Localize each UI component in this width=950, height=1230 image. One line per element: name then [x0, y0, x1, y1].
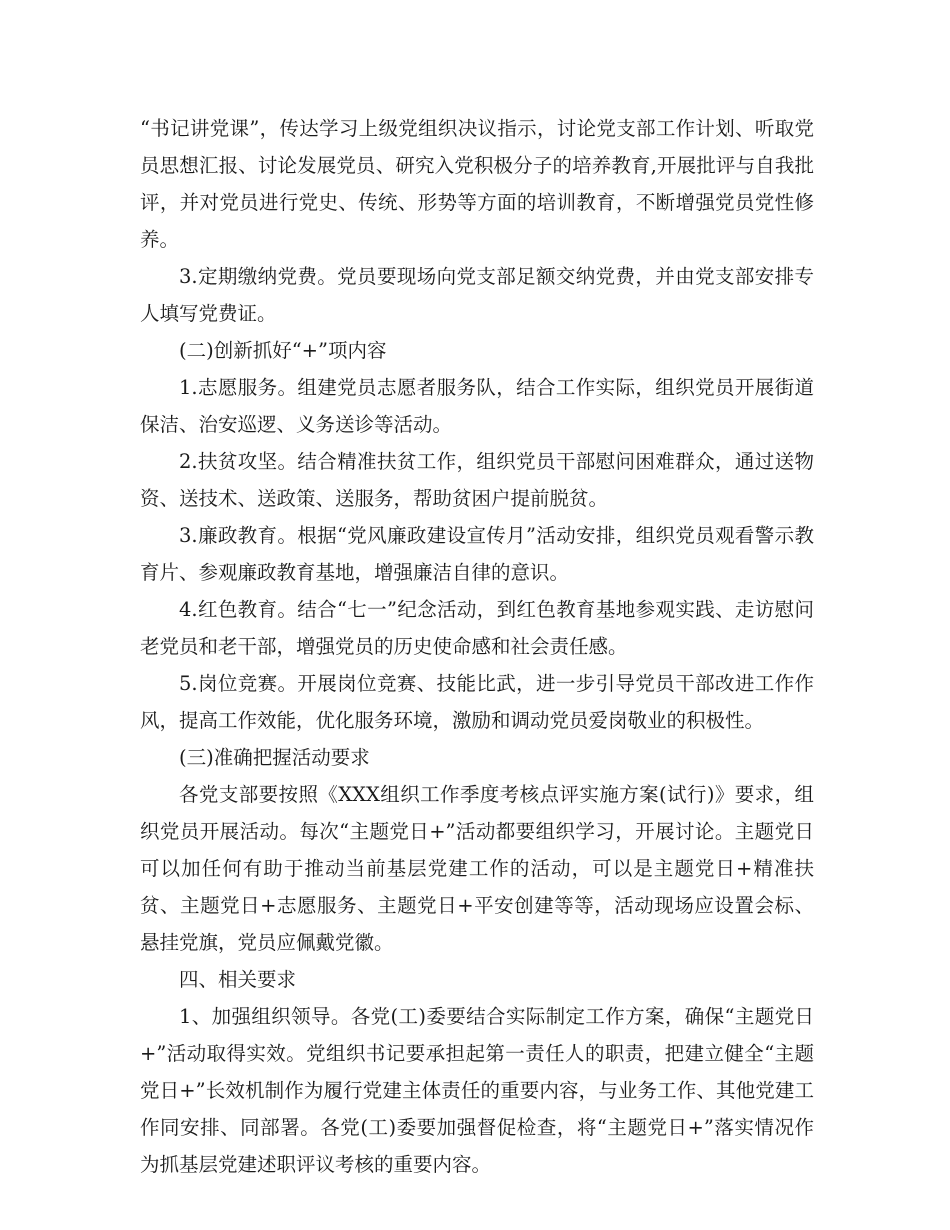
paragraph-red-education: 4.红色教育。结合“七一”纪念活动，到红色教育基地参观实践、走访慰问老党员和老干部，增强党员的历史使命感和社会责任感。: [140, 598, 814, 658]
paragraph-job-competition: 5.岗位竞赛。开展岗位竞赛、技能比武，进一步引导党员干部改进工作作风，提高工作效能，优化服务环境，激励和调动党员爱岗敬业的积极性。: [140, 672, 814, 732]
paragraph-poverty-alleviation: 2.扶贫攻坚。结合精准扶贫工作，组织党员干部慰问困难群众，通过送物资、送技术、送政策、送服务，帮助贫困户提前脱贫。: [140, 450, 814, 510]
section-heading-related-requirements: 四、相关要求: [179, 968, 297, 991]
paragraph-integrity-education: 3.廉政教育。根据“党风廉政建设宣传月”活动安排，组织党员观看警示教育片、参观廉政教育基地，增强廉洁自律的意识。: [140, 524, 814, 584]
section-heading-activity-requirements: (三)准确把握活动要求: [179, 746, 370, 769]
paragraph-organizational-leadership: 1、加强组织领导。各党(工)委要结合实际制定工作方案，确保“主题党日+”活动取得实效。党组织书记要承担起第一责任人的职责，把建立健全“主题党日+”长效机制作为履行党建主体责任的重要内容，与业务工作、其他党建工作同安排、同部署。各党(工)委要加强督促检查，将“主题党日+”落实情况作为抓基层党建述职评议考核的重要内容。: [140, 1005, 814, 1176]
paragraph-party-dues: 3.定期缴纳党费。党员要现场向党支部足额交纳党费，并由党支部安排专人填写党费证。: [140, 265, 814, 325]
paragraph-party-lecture: “书记讲党课”，传达学习上级党组织决议指示，讨论党支部工作计划、听取党员思想汇报、讨论发展党员、研究入党积极分子的培养教育,开展批评与自我批评，并对党员进行党史、传统、形势等方面的培训教育，不断增强党员党性修养。: [140, 117, 814, 251]
section-heading-plus-items: (二)创新抓好“+”项内容: [179, 339, 387, 362]
paragraph-volunteer-service: 1.志愿服务。组建党员志愿者服务队，结合工作实际，组织党员开展街道保洁、治安巡逻、义务送诊等活动。: [140, 376, 814, 436]
document-body: [140, 110, 814, 1183]
paragraph-branch-requirements: 各党支部要按照《XXX组织工作季度考核点评实施方案(试行)》要求，组织党员开展活动。每次“主题党日+”活动都要组织学习，开展讨论。主题党日可以加任何有助于推动当前基层党建工作的活动，可以是主题党日+精准扶贫、主题党日+志愿服务、主题党日+平安创建等等，活动现场应设置会标、悬挂党旗，党员应佩戴党徽。: [140, 783, 814, 954]
